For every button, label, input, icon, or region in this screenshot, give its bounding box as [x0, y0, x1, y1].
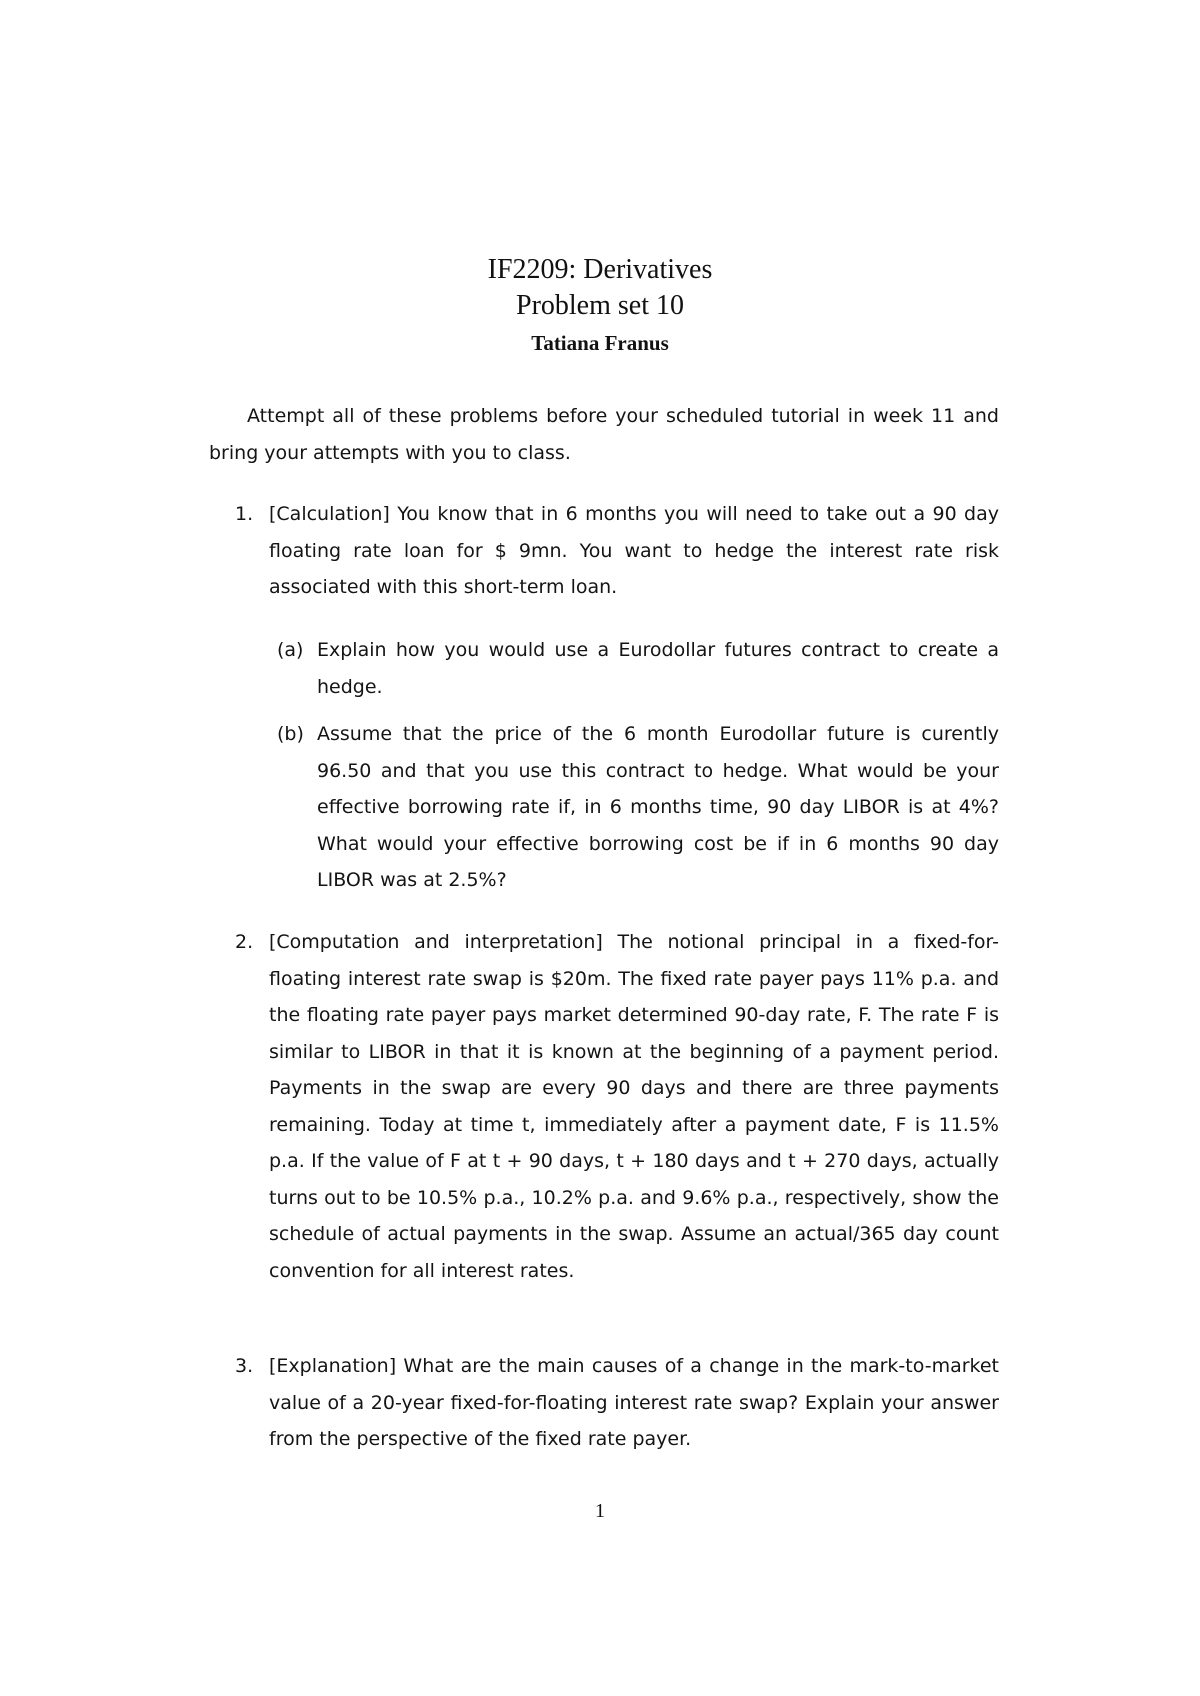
problem-text: [Computation and interpretation] The notional principal in a fixed-for-floating interest rate swap is $20m. The fixed rate payer pays 11% p.a. and the floating rate payer pays market determined 90-day rate, F. The rate F is similar to LIBOR in that it is known at the beginning of a payment period. Payments in the swap are every 90 days and there are three payments remaining. Today at time t, immediately after a payment date, F is 11.5% p.a. If the value of F at t + 90 days, t + 180 days and t + 270 days, actually turns out to be 10.5% p.a., 10.2% p.a. and 9.6% p.a., respectively, show the schedule of actual payments in the swap. Assume an actual/365 day count convention for all interest rates. [269, 931, 999, 1282]
problem-number: 2. [235, 931, 254, 953]
problem-3 [209, 1348, 999, 1458]
intro-text: Attempt all of these problems before your scheduled tutorial in week 11 and bring your attempts with you to class. [209, 405, 999, 464]
author-name: Tatiana Franus [531, 331, 669, 355]
intro-paragraph [209, 398, 999, 471]
title-block [0, 252, 1200, 358]
problem-number: 3. [235, 1355, 254, 1377]
problem-1-part-b [269, 716, 999, 899]
part-text: Explain how you would use a Eurodollar futures contract to create a hedge. [317, 639, 999, 698]
problem-1-part-a [269, 632, 999, 705]
course-title: IF2209: Derivatives [487, 254, 713, 285]
problem-2 [209, 924, 999, 1289]
part-label: (a) [277, 639, 304, 661]
part-label: (b) [277, 723, 304, 745]
problem-number: 1. [235, 503, 254, 525]
problem-set-title: Problem set 10 [516, 290, 684, 321]
part-text: Assume that the price of the 6 month Eurodollar future is curently 96.50 and that you use this contract to hedge. What would be your effective borrowing rate if, in 6 months time, 90 day LIBOR is at 4%? What would your effective borrowing cost be if in 6 months 90 day LIBOR was at 2.5%? [317, 723, 999, 891]
problem-1 [209, 496, 999, 606]
problem-text: [Explanation] What are the main causes of a change in the mark-to-market value of a 20-year fixed-for-floating interest rate swap? Explain your answer from the perspective of the fixed rate payer. [269, 1355, 999, 1450]
problem-text: [Calculation] You know that in 6 months you will need to take out a 90 day floating rate loan for $ 9mn. You want to hedge the interest rate risk associated with this short-term loan. [269, 503, 999, 598]
page-number: 1 [595, 1500, 605, 1522]
